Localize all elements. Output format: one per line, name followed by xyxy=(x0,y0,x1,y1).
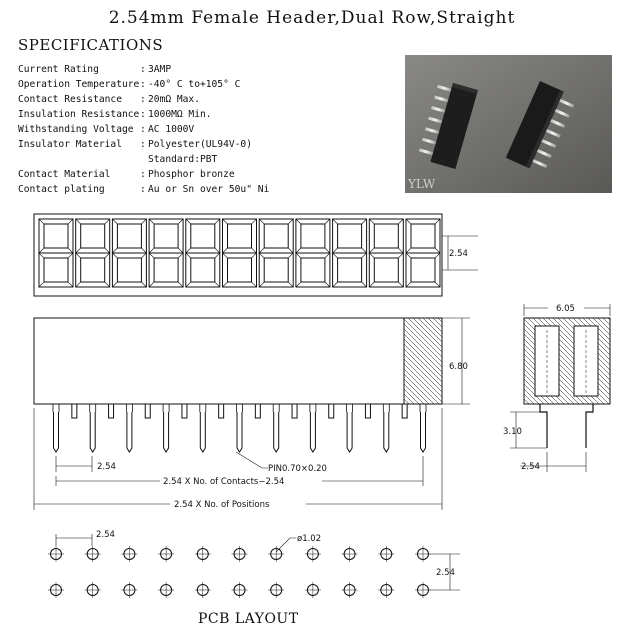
contact-cell-inner xyxy=(81,224,105,248)
spec-row: Current Rating : 3AMP xyxy=(18,64,172,75)
spec-row: Insulator Material : Polyester(UL94V-0) xyxy=(18,139,252,150)
height-label: 6.80 xyxy=(449,362,468,372)
front-pin-short xyxy=(109,404,114,418)
contact-cell-inner xyxy=(338,224,362,248)
page-title: 2.54mm Female Header,Dual Row,Straight xyxy=(108,8,516,28)
front-pin xyxy=(127,412,132,452)
top-view-contacts xyxy=(39,219,440,287)
spec-row: Contact Resistance : 20mΩ Max. xyxy=(18,94,200,105)
front-pin-short xyxy=(72,404,77,418)
contact-cell-inner xyxy=(154,224,178,248)
contact-cell-inner xyxy=(44,224,68,248)
spec-value: Standard:PBT xyxy=(148,154,218,165)
front-pin-short xyxy=(292,404,297,418)
spec-value: Phosphor bronze xyxy=(148,169,235,180)
spec-label: Current Rating xyxy=(18,64,99,75)
spec-value: 1000MΩ Min. xyxy=(148,109,212,120)
photo-watermark: YLW xyxy=(408,177,436,191)
spec-label: Operation Temperature xyxy=(18,79,140,90)
contact-cell-inner xyxy=(411,224,435,248)
contact-cell-inner xyxy=(374,258,398,282)
pcb-hole-grid xyxy=(48,546,431,598)
spec-value: -40° C to+105° C xyxy=(148,79,241,90)
pcb-layout-title: PCB LAYOUT xyxy=(198,611,299,627)
spec-row: Insulation Resistance : 1000MΩ Min. xyxy=(18,109,212,120)
front-pin-short xyxy=(182,404,187,418)
front-pin xyxy=(384,412,389,452)
front-pin xyxy=(237,412,242,452)
contact-cell-inner xyxy=(191,258,215,282)
spec-label: Insulator Material xyxy=(18,139,122,150)
spec-label: Contact plating xyxy=(18,184,105,195)
contact-cell-inner xyxy=(154,258,178,282)
front-pin-short xyxy=(255,404,260,418)
pcb-hole-label: ø1.02 xyxy=(297,534,322,544)
front-pin xyxy=(274,412,279,452)
contact-cell-inner xyxy=(191,224,215,248)
spec-row: Contact plating : Au or Sn over 50u" Ni xyxy=(18,184,270,195)
contact-cell-inner xyxy=(228,224,252,248)
spec-row: Operation Temperature : -40° C to+105° C xyxy=(18,79,241,90)
positions-formula-label: 2.54 X No. of Positions xyxy=(174,500,270,510)
contact-cell-inner xyxy=(264,224,288,248)
pcb-row-pitch-label: 2.54 xyxy=(436,568,455,578)
front-pin-short xyxy=(219,404,224,418)
contact-cell-inner xyxy=(264,258,288,282)
contact-cell-inner xyxy=(374,224,398,248)
width-label: 6.05 xyxy=(556,304,575,314)
front-view-pins xyxy=(53,404,426,452)
front-pin-short xyxy=(402,404,407,418)
spec-row: Contact Material : Phosphor bronze xyxy=(18,169,235,180)
contact-cell-inner xyxy=(44,258,68,282)
contact-cell-inner xyxy=(301,258,325,282)
spec-label: Withstanding Voltage xyxy=(18,124,134,135)
front-pitch-label: 2.54 xyxy=(97,462,116,472)
spec-row: Withstanding Voltage : AC 1000V xyxy=(18,124,195,135)
front-view-body xyxy=(34,318,404,404)
front-pin xyxy=(347,412,352,452)
contact-cell-inner xyxy=(81,258,105,282)
spec-value: 3AMP xyxy=(148,64,172,75)
front-pin-short xyxy=(145,404,150,418)
contact-cell-inner xyxy=(228,258,252,282)
spec-label: Contact Resistance xyxy=(18,94,122,105)
contact-cell-inner xyxy=(301,224,325,248)
front-pin xyxy=(90,412,95,452)
front-pin xyxy=(310,412,315,452)
spec-label: Contact Material xyxy=(18,169,111,180)
specifications-heading: SPECIFICATIONS xyxy=(18,36,164,54)
side-pitch-label: 2.54 xyxy=(521,462,540,472)
spec-label: Insulation Resistance xyxy=(18,109,140,120)
top-view-body xyxy=(34,214,442,296)
pcb-pitch-label: 2.54 xyxy=(96,530,115,540)
contact-cell-inner xyxy=(411,258,435,282)
front-pin xyxy=(421,412,426,452)
spec-value: Polyester(UL94V-0) xyxy=(148,139,252,150)
spec-value: Au or Sn over 50u" Ni xyxy=(148,184,270,195)
spec-value: AC 1000V xyxy=(148,124,195,135)
contact-cell-inner xyxy=(117,258,141,282)
contact-cell-inner xyxy=(117,224,141,248)
spec-value: 20mΩ Max. xyxy=(148,94,200,105)
contacts-formula-label: 2.54 X No. of Contacts−2.54 xyxy=(163,477,285,487)
row-pitch-label: 2.54 xyxy=(449,249,468,259)
front-pin-short xyxy=(329,404,334,418)
pin-length-label: 3.10 xyxy=(503,427,522,437)
front-pin-short xyxy=(365,404,370,418)
pin-size-label: PIN0.70×0.20 xyxy=(268,464,327,474)
front-pin xyxy=(200,412,205,452)
front-pin xyxy=(164,412,169,452)
contact-cell-inner xyxy=(338,258,362,282)
front-pin xyxy=(54,412,59,452)
